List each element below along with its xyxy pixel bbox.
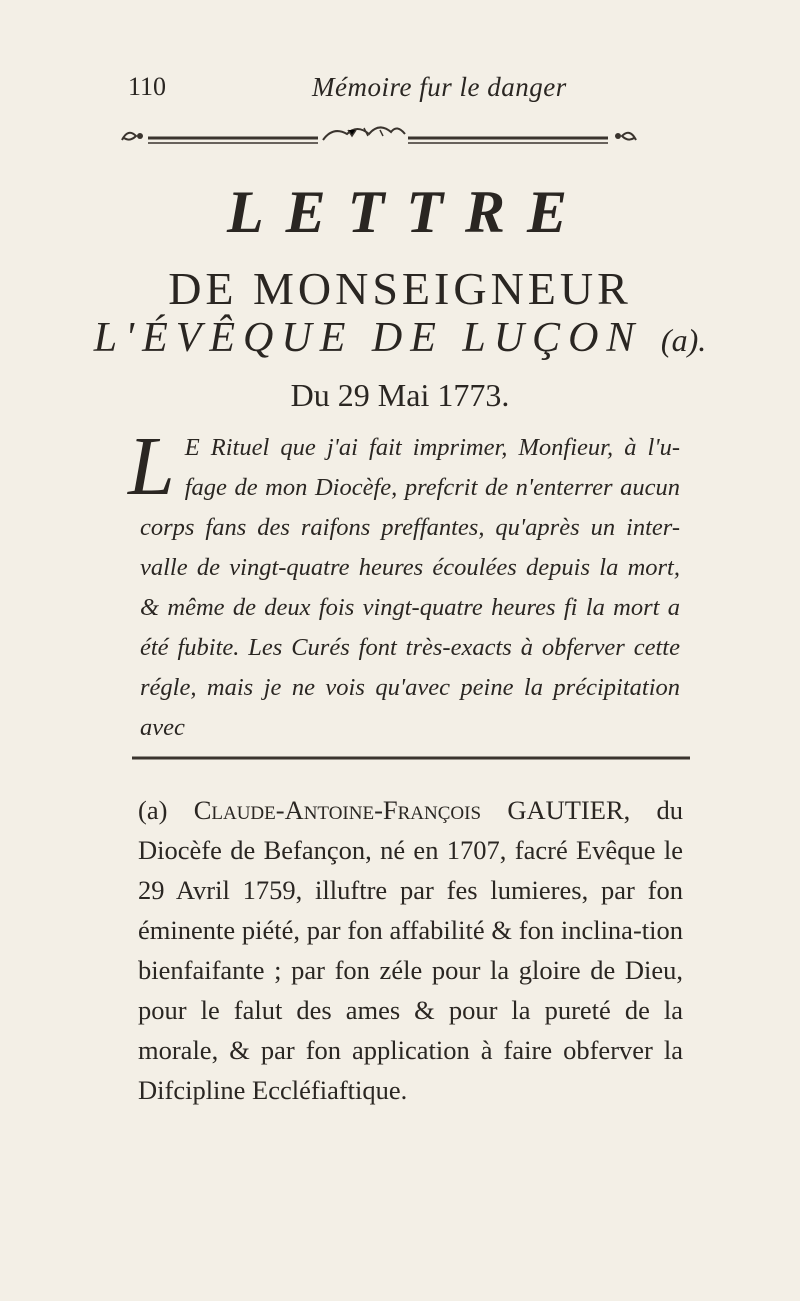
ornamental-rule	[118, 122, 640, 148]
footnote-marker: (a)	[138, 795, 168, 825]
letter-date: Du 29 Mai 1773.	[290, 377, 510, 413]
bishop-title: L'ÉVÊQUE DE LUÇON	[93, 315, 643, 361]
footnote	[138, 790, 683, 1110]
running-head	[128, 72, 648, 112]
page-number: 110	[128, 72, 167, 101]
footnote-surname: GAUTIER	[507, 795, 624, 825]
footnote-divider	[132, 754, 690, 762]
running-title: Mémoire fur le danger	[312, 72, 567, 102]
footnote-text: , du Diocèfe de Befançon, né en 1707, facré Evêque le 29 Avril 1759, illuftre par fes lumieres, par fon éminente piété, par fon affabilité & fon inclina-tion bienfaifante ; par fon zéle pour la gloire de Dieu, pour le falut des ames & pour la pureté de la morale, & par fon application à faire obferver la Difcipline Eccléfiaftique.	[138, 795, 684, 1105]
footnote-name: Claude-Antoine-François	[193, 795, 482, 825]
letter-subtitle: DE MONSEIGNEUR	[168, 263, 632, 314]
bishop-line	[0, 314, 800, 362]
letter-body	[128, 420, 680, 748]
letter-title: LETTRE	[226, 179, 589, 245]
drop-cap: L	[128, 420, 175, 513]
letter-text: E Rituel que j'ai fait imprimer, Monfieur, à l'u-fage de mon Diocèfe, prefcrit de n'enterrer aucun corps fans des raifons preffantes, qu'après un inter-valle de vingt-quatre heures écoulées depuis la mort, & même de deux fois vingt-quatre heures fi la mort a été fubite. Les Curés font très-exacts à obferver cette régle, mais je ne vois qu'avec peine la précipitation avec	[140, 434, 680, 741]
footnote-reference: (a).	[660, 322, 707, 358]
